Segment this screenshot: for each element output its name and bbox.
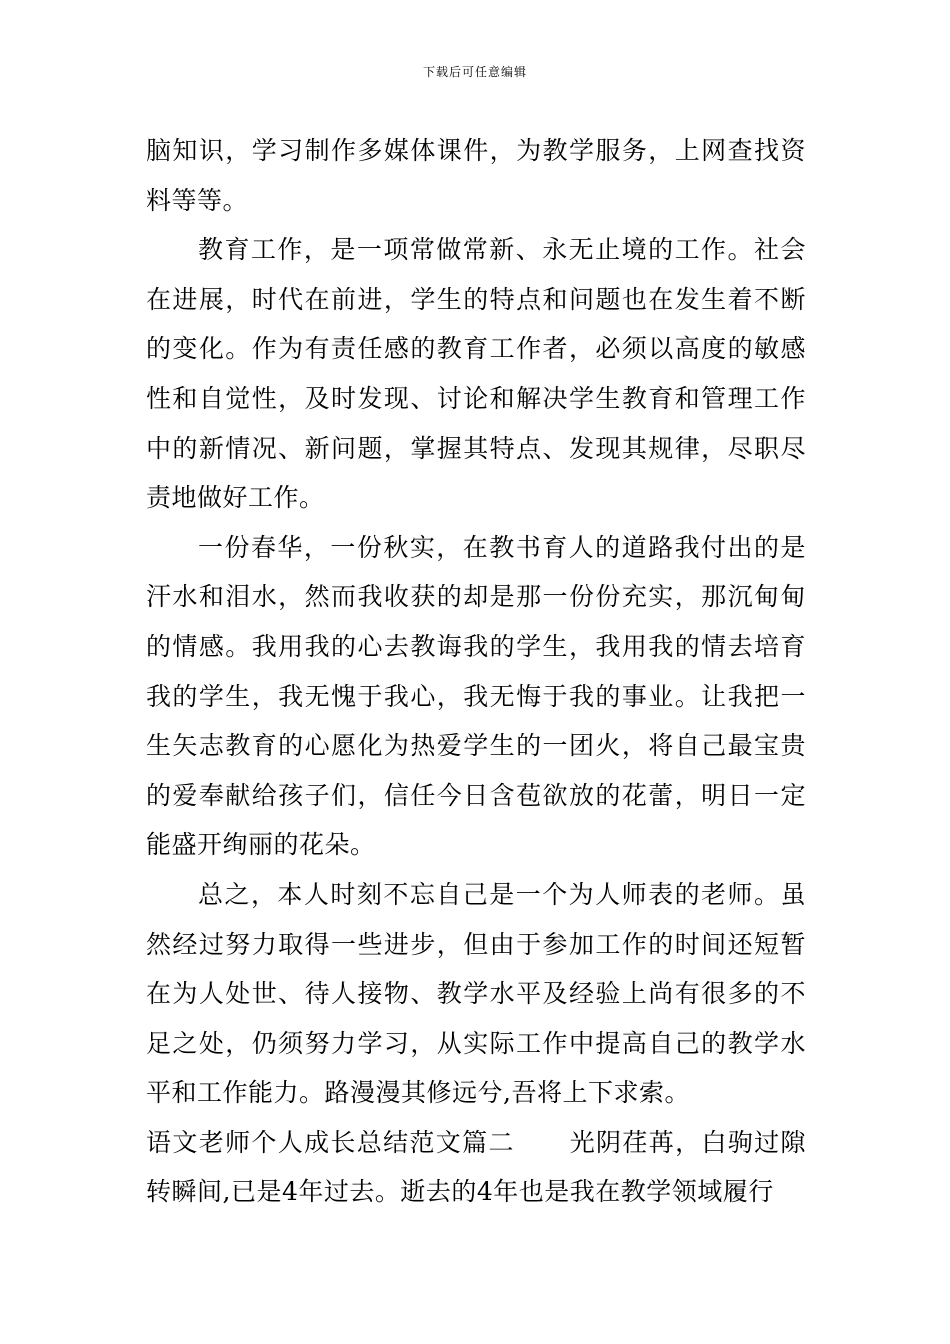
paragraph-summary: 总之，本人时刻不忘自己是一个为人师表的老师。虽然经过努力取得一些进步，但由于参加工作的时间还短暂在为人处世、待人接物、教学水平及经验上尚有很多的不足之处，仍须努力学习，从实际工作中提高自己的教学水平和工作能力。路漫漫其修远兮,吾将上下求索。 (146, 879, 806, 1108)
paragraph-continuation: 脑知识，学习制作多媒体课件，为教学服务，上网查找资料等等。 (146, 136, 806, 215)
section-title: 语文老师个人成长总结范文篇二 (146, 1127, 515, 1157)
document-body (146, 126, 806, 1217)
paragraph-education-work: 教育工作，是一项常做常新、永无止境的工作。社会在进展，时代在前进，学生的特点和问题也在发生着不断的变化。作为有责任感的教育工作者，必须以高度的敏感性和自觉性，及时发现、讨论和解决学生教育和管理工作中的新情况、新问题，掌握其特点、发现其规律，尽职尽责地做好工作。 (146, 235, 806, 513)
section-paragraph (146, 1118, 806, 1217)
page-header: 下载后可任意编辑 (422, 65, 527, 79)
paragraph-spring-autumn: 一份春华，一份秋实，在教书育人的道路我付出的是汗水和泪水，然而我收获的却是那一份份充实，那沉甸甸的情感。我用我的心去教诲我的学生，我用我的情去培育我的学生，我无愧于我心，我无悔于我的事业。让我把一生矢志教育的心愿化为热爱学生的一团火，将自己最宝贵的爱奉献给孩子们，信任今日含苞欲放的花蕾，明日一定能盛开绚丽的花朵。 (146, 532, 806, 860)
section-text: 光阴荏苒，白驹过隙转瞬间,已是4年过去。逝去的4年也是我在教学领域履行 (146, 1127, 806, 1207)
